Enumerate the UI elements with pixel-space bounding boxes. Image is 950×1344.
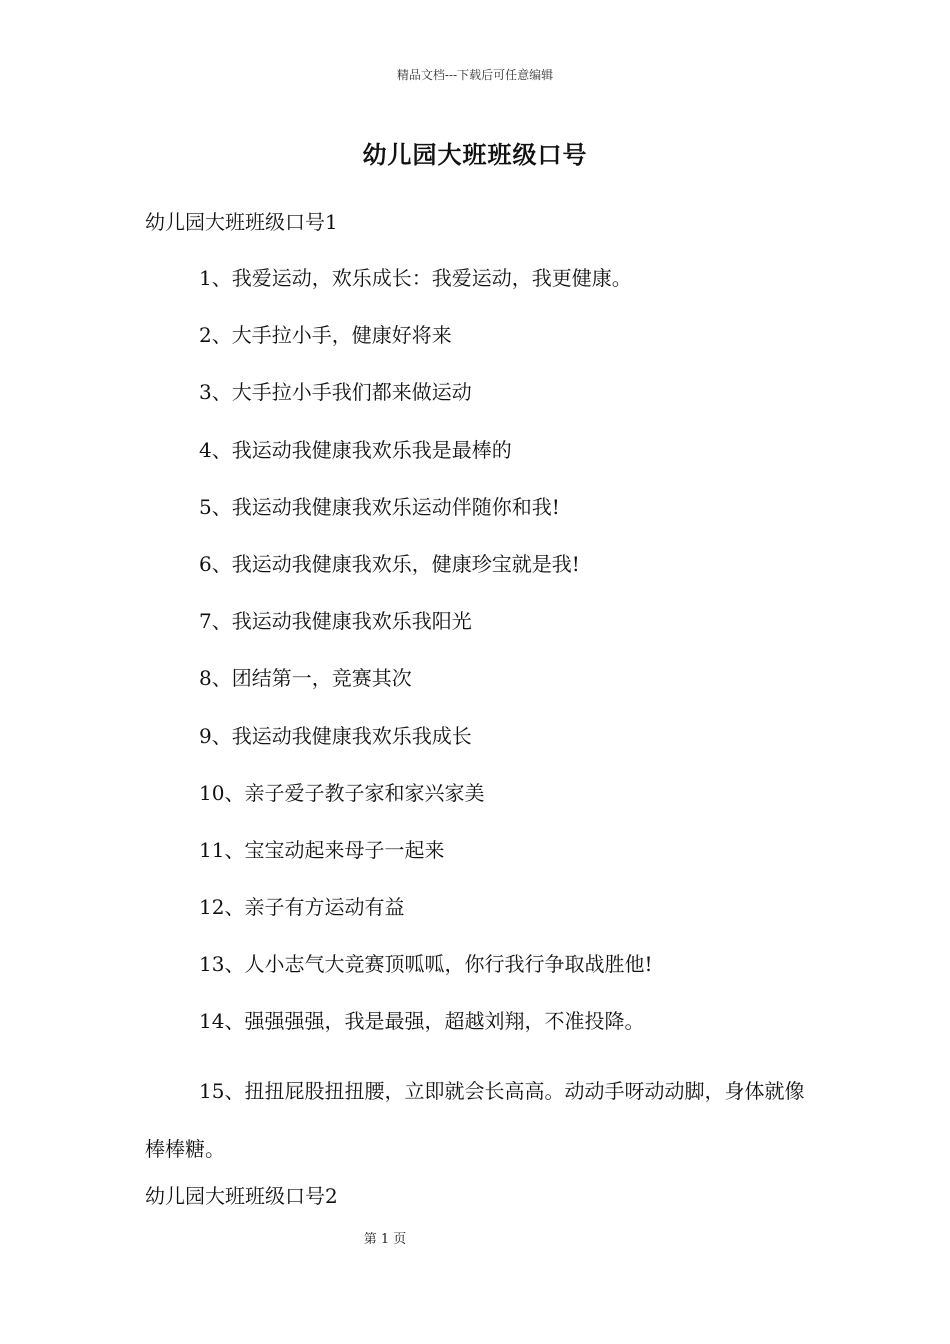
slogan-item: 3、大手拉小手我们都来做运动	[199, 380, 472, 405]
header-note: 精品文档---下载后可任意编辑	[396, 68, 554, 82]
slogan-item: 6、我运动我健康我欢乐，健康珍宝就是我!	[199, 551, 580, 576]
slogan-item: 9、我运动我健康我欢乐我成长	[199, 723, 472, 748]
slogan-item: 4、我运动我健康我欢乐我是最棒的	[199, 437, 512, 462]
slogan-item: 10、亲子爱子教子家和家兴家美	[199, 780, 485, 805]
document-title: 幼儿园大班班级口号	[362, 140, 588, 169]
page-number: 第 1 页	[363, 1232, 407, 1247]
section-heading-1: 幼儿园大班班级口号1	[145, 210, 338, 234]
slogan-item: 12、亲子有方运动有益	[199, 895, 405, 920]
slogan-item: 13、人小志气大竞赛顶呱呱，你行我行争取战胜他!	[199, 952, 653, 977]
slogan-item: 8、团结第一，竞赛其次	[199, 666, 412, 691]
slogan-item: 5、我运动我健康我欢乐运动伴随你和我!	[199, 494, 560, 519]
slogan-item: 1、我爱运动，欢乐成长：我爱运动，我更健康。	[199, 266, 632, 290]
slogan-list	[0, 263, 950, 1064]
slogan-item: 7、我运动我健康我欢乐我阳光	[199, 609, 472, 634]
slogan-item-15: 15、扭扭屁股扭扭腰，立即就会长高高。动动手呀动动脚，身体就像棒棒糖。	[145, 1079, 805, 1161]
slogan-item: 14、强强强强，我是最强，超越刘翔，不准投降。	[199, 1009, 645, 1034]
slogan-item: 2、大手拉小手，健康好将来	[199, 323, 452, 348]
section-heading-2: 幼儿园大班班级口号2	[145, 1184, 338, 1208]
slogan-item: 11、宝宝动起来母子一起来	[199, 837, 445, 862]
